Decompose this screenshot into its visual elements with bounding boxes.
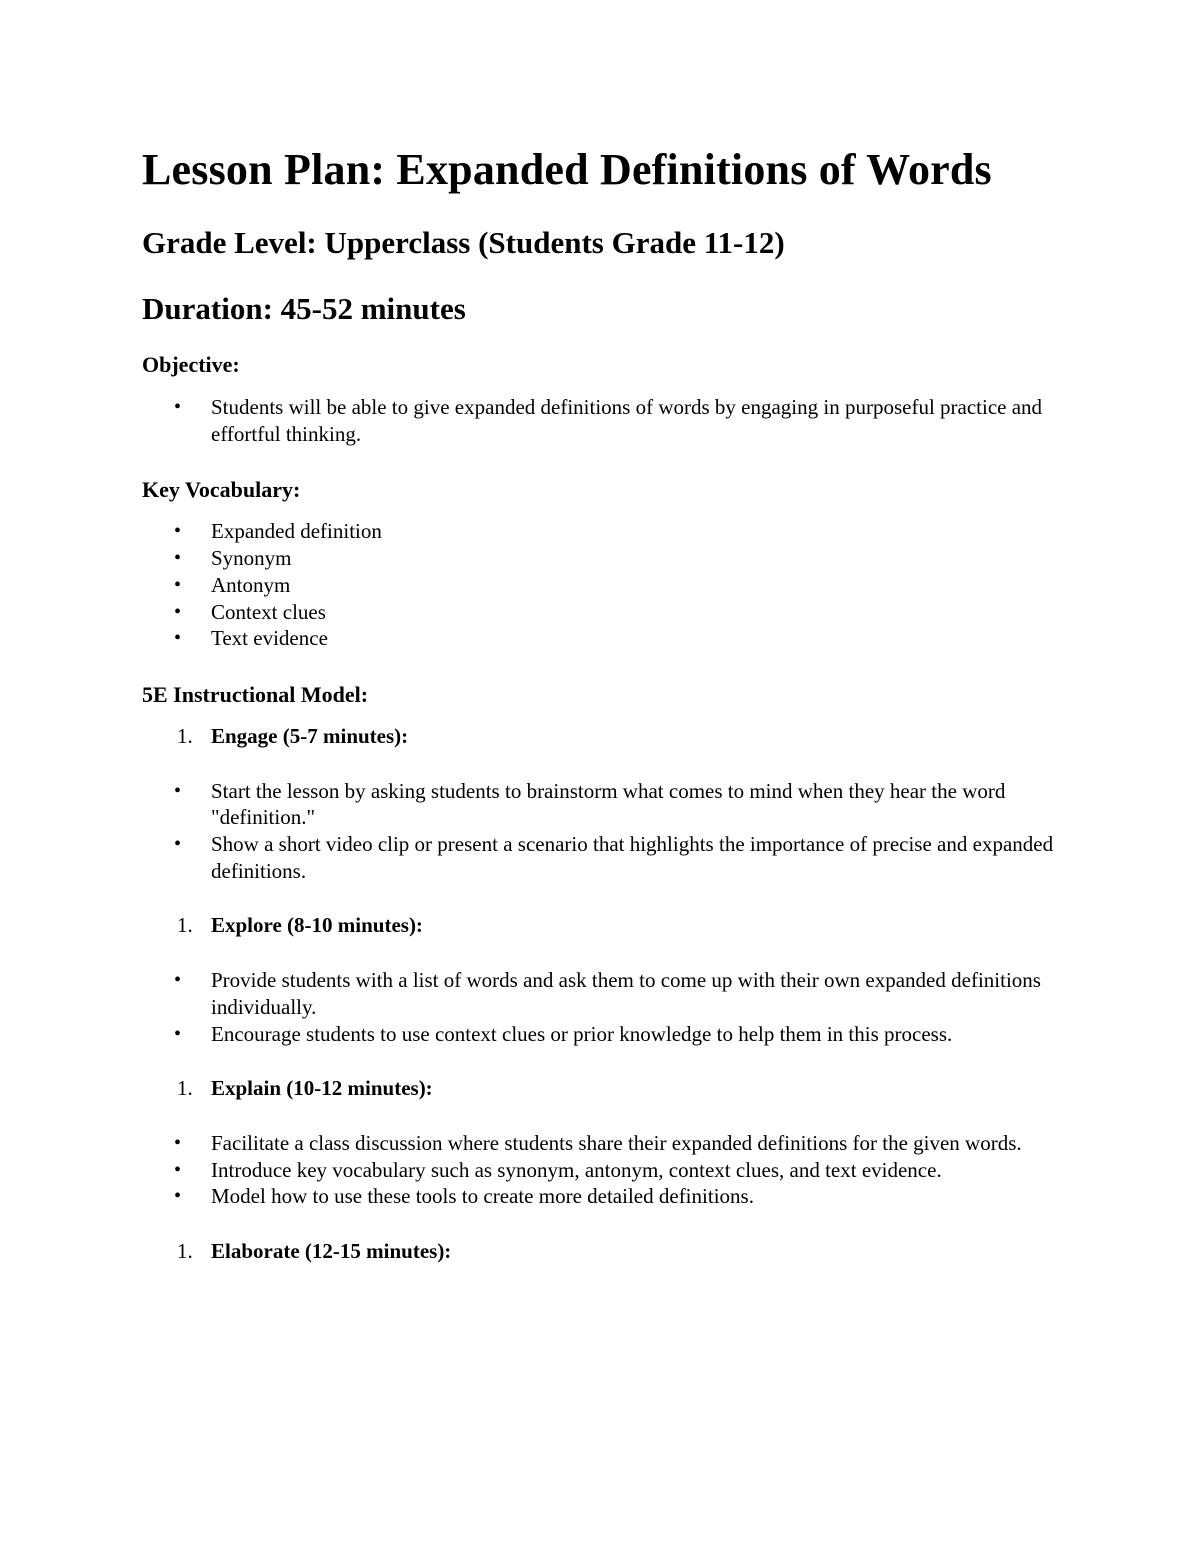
key-vocabulary-heading: Key Vocabulary:: [142, 477, 301, 503]
objective-heading: Objective:: [142, 352, 240, 377]
phase-heading: [142, 1238, 1062, 1265]
phase-explain: [142, 1075, 1062, 1102]
phase-heading: [142, 1075, 1062, 1102]
page-title: Lesson Plan: Expanded Definitions of Words: [142, 145, 992, 194]
phase-heading: [142, 912, 1062, 939]
list-item: • Context clues: [142, 599, 1062, 626]
explore-bullets: [142, 967, 1062, 1047]
phase-engage: [142, 723, 1062, 750]
phase-number: 1.: [177, 1076, 193, 1101]
engage-bullets: [142, 778, 1062, 885]
phase-elaborate: [142, 1238, 1062, 1265]
phase-number: 1.: [177, 723, 193, 748]
phase-heading: [142, 723, 1062, 750]
phase-number: 1.: [177, 1239, 193, 1264]
grade-level-heading: Grade Level: Upperclass (Students Grade 11-12): [142, 225, 785, 260]
list-item: • Text evidence: [142, 625, 1062, 652]
list-item: • Expanded definition: [142, 518, 1062, 545]
phase-title: Explain (10-12 minutes):: [211, 1076, 433, 1101]
objective-list: [142, 394, 1062, 447]
key-vocabulary-list: [142, 518, 1062, 652]
list-item: • Encourage students to use context clues or prior knowledge to help them in this process.: [142, 1021, 1062, 1048]
phase-explore: [142, 912, 1062, 939]
list-item: • Introduce key vocabulary such as synonym, antonym, context clues, and text evidence.: [142, 1157, 1062, 1184]
explain-bullets: [142, 1130, 1062, 1210]
list-item: • Show a short video clip or present a scenario that highlights the importance of precise and expanded definitions.: [142, 831, 1062, 884]
document-page: [142, 140, 1062, 1265]
list-item: • Students will be able to give expanded definitions of words by engaging in purposeful practice and effortful thinking.: [142, 394, 1062, 447]
list-item: • Antonym: [142, 572, 1062, 599]
instructional-model-heading: 5E Instructional Model:: [142, 681, 369, 707]
phase-title: Explore (8-10 minutes):: [211, 913, 423, 938]
list-item: • Start the lesson by asking students to brainstorm what comes to mind when they hear the word "definition.": [142, 778, 1062, 831]
list-item: • Model how to use these tools to create more detailed definitions.: [142, 1183, 1062, 1210]
list-item: • Facilitate a class discussion where students share their expanded definitions for the given words.: [142, 1130, 1062, 1157]
phase-title: Elaborate (12-15 minutes):: [211, 1239, 452, 1264]
duration-heading: Duration: 45-52 minutes: [142, 291, 466, 326]
list-item: • Provide students with a list of words and ask them to come up with their own expanded definitions individually.: [142, 967, 1062, 1020]
phase-title: Engage (5-7 minutes):: [211, 723, 409, 748]
phase-number: 1.: [177, 913, 193, 938]
list-item: • Synonym: [142, 545, 1062, 572]
